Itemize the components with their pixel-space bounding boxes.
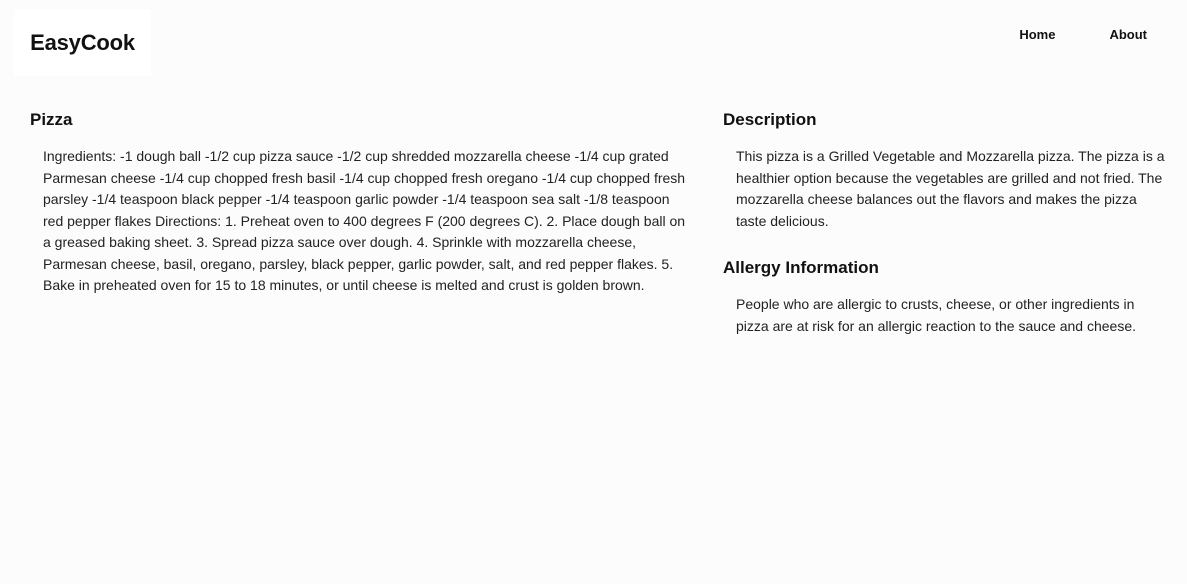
nav-about-link[interactable]: About bbox=[1109, 27, 1147, 42]
info-section bbox=[692, 110, 1187, 363]
recipe-ingredients-directions: Ingredients: -1 dough ball -1/2 cup pizza sauce -1/2 cup shredded mozzarella cheese -1/4 cup grated Parmesan cheese -1/4 cup chopped fresh basil -1/4 cup chopped fresh oregano -1/4 cup chopped fresh parsley -1/4 teaspoon black pepper -1/4 teaspoon garlic powder -1/4 teaspoon sea salt -1/8 teaspoon red pepper flakes Directions: 1. Preheat oven to 400 degrees F (200 degrees C). 2. Place dough ball on a greased baking sheet. 3. Spread pizza sauce over dough. 4. Sprinkle with mozzarella cheese, Parmesan cheese, basil, oregano, parsley, black pepper, garlic powder, salt, and red pepper flakes. 5. Bake in preheated oven for 15 to 18 minutes, or until cheese is melted and crust is golden brown. bbox=[43, 148, 686, 293]
nav-home-link[interactable]: Home bbox=[1019, 27, 1056, 42]
logo[interactable] bbox=[14, 9, 151, 76]
recipe-section bbox=[0, 110, 692, 363]
logo-text: EasyCook bbox=[30, 29, 135, 55]
description-text: This pizza is a Grilled Vegetable and Mozzarella pizza. The pizza is a healthier option because the vegetables are grilled and not fried. The mozzarella cheese balances out the flavors and makes the pizza taste delicious. bbox=[736, 148, 1165, 229]
description-heading: Description bbox=[723, 110, 817, 129]
site-header bbox=[0, 0, 1187, 90]
recipe-title: Pizza bbox=[30, 110, 73, 129]
allergy-heading: Allergy Information bbox=[723, 258, 879, 277]
main-nav bbox=[1019, 27, 1147, 42]
allergy-text: People who are allergic to crusts, cheese, or other ingredients in pizza are at risk for an allergic reaction to the sauce and cheese. bbox=[736, 296, 1136, 334]
main-content bbox=[0, 110, 1187, 363]
